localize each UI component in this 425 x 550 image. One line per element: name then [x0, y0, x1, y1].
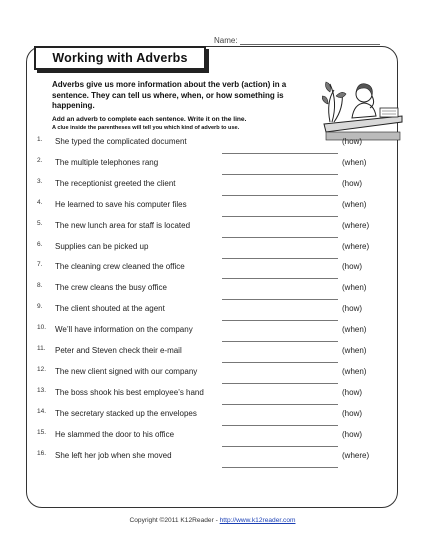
answer-line[interactable] [222, 237, 338, 238]
item-sentence: Peter and Steven check their e-mail [55, 346, 182, 355]
exercise-item [0, 262, 425, 282]
item-clue: (when) [342, 346, 367, 355]
exercise-item [0, 158, 425, 178]
item-number: 14. [37, 407, 47, 415]
answer-line[interactable] [222, 153, 338, 154]
answer-line[interactable] [222, 467, 338, 468]
name-label: Name: [214, 36, 238, 45]
worksheet-title: Working with Adverbs [34, 46, 206, 70]
answer-line[interactable] [222, 383, 338, 384]
exercise-item [0, 242, 425, 262]
answer-line[interactable] [222, 174, 338, 175]
answer-line[interactable] [222, 425, 338, 426]
exercise-item [0, 325, 425, 345]
item-sentence: He learned to save his computer files [55, 199, 187, 209]
answer-line[interactable] [222, 341, 338, 342]
item-clue: (how) [342, 429, 363, 439]
item-number: 12. [37, 365, 47, 373]
item-clue: (how) [342, 408, 363, 418]
item-sentence: The new client signed with our company [55, 366, 198, 376]
instructions-main: Add an adverb to complete each sentence. Write it on the line. [52, 116, 247, 123]
answer-line[interactable] [222, 320, 338, 321]
item-sentence: The client shouted at the agent [55, 304, 165, 314]
item-number: 1. [37, 136, 43, 143]
exercise-item [0, 304, 425, 324]
exercise-item [0, 409, 425, 429]
answer-line[interactable] [222, 278, 338, 279]
answer-line[interactable] [222, 362, 338, 363]
item-clue: (when) [342, 325, 367, 335]
item-clue: (where) [342, 220, 370, 230]
item-clue: (when) [342, 366, 367, 376]
exercise-item [0, 388, 425, 408]
item-number: 15. [37, 428, 47, 436]
answer-line[interactable] [222, 404, 338, 405]
item-sentence: The multiple telephones rang [55, 157, 159, 167]
item-sentence: The cleaning crew cleaned the office [55, 262, 185, 272]
item-sentence: The new lunch area for staff is located [55, 220, 191, 230]
item-number: 3. [37, 177, 43, 185]
answer-line[interactable] [222, 195, 338, 196]
copyright-text: Copyright ©2011 K12Reader - [129, 517, 220, 524]
exercise-item [0, 200, 425, 220]
exercise-item [0, 283, 425, 303]
item-clue: (how) [342, 387, 363, 397]
item-clue: (where) [342, 241, 370, 251]
item-sentence: Supplies can be picked up [55, 241, 149, 251]
item-clue: (when) [342, 283, 367, 293]
item-clue: (how) [342, 304, 363, 314]
item-number: 7. [37, 261, 43, 269]
answer-line[interactable] [222, 299, 338, 300]
woman-at-desk-icon [322, 72, 404, 144]
item-number: 11. [37, 345, 46, 352]
item-sentence: He slammed the door to his office [55, 429, 175, 439]
item-number: 13. [37, 386, 47, 394]
answer-line[interactable] [222, 446, 338, 447]
item-sentence: She typed the complicated document [55, 137, 187, 146]
item-number: 10. [37, 324, 47, 332]
footer [0, 517, 425, 524]
item-sentence: She left her job when she moved [55, 450, 172, 460]
item-number: 8. [37, 282, 43, 290]
item-clue: (how) [342, 178, 363, 188]
exercise-item [0, 221, 425, 241]
item-number: 16. [37, 449, 47, 457]
item-number: 9. [37, 303, 43, 311]
answer-line[interactable] [222, 258, 338, 259]
footer-link[interactable]: http://www.k12reader.com [219, 517, 296, 524]
item-sentence: The boss shook his best employee’s hand [55, 387, 204, 397]
item-sentence: We’ll have information on the company [55, 325, 193, 335]
item-sentence: The crew cleans the busy office [55, 283, 167, 293]
item-number: 4. [37, 198, 43, 206]
exercise-item [0, 179, 425, 199]
exercise-item [0, 367, 425, 387]
item-sentence: The receptionist greeted the client [55, 178, 176, 188]
name-field[interactable] [240, 44, 380, 45]
exercise-item [0, 137, 425, 157]
item-clue: (when) [342, 157, 367, 167]
item-number: 5. [37, 219, 43, 227]
intro-text: Adverbs give us more information about the verb (action) in a sentence. They can tell us where, when, or how something is happening. [52, 80, 287, 110]
exercise-item [0, 430, 425, 450]
instructions-sub: A clue inside the parentheses will tell you which kind of adverb to use. [52, 125, 240, 131]
answer-line[interactable] [222, 216, 338, 217]
item-sentence: The secretary stacked up the envelopes [55, 408, 197, 418]
exercise-item [0, 346, 425, 366]
item-clue: (when) [342, 199, 367, 209]
item-clue: (where) [342, 450, 370, 460]
item-clue: (how) [342, 262, 363, 272]
item-number: 2. [37, 156, 43, 164]
item-number: 6. [37, 240, 43, 248]
instructions [52, 116, 322, 132]
item-clue: (how) [342, 137, 363, 146]
exercise-item [0, 451, 425, 471]
